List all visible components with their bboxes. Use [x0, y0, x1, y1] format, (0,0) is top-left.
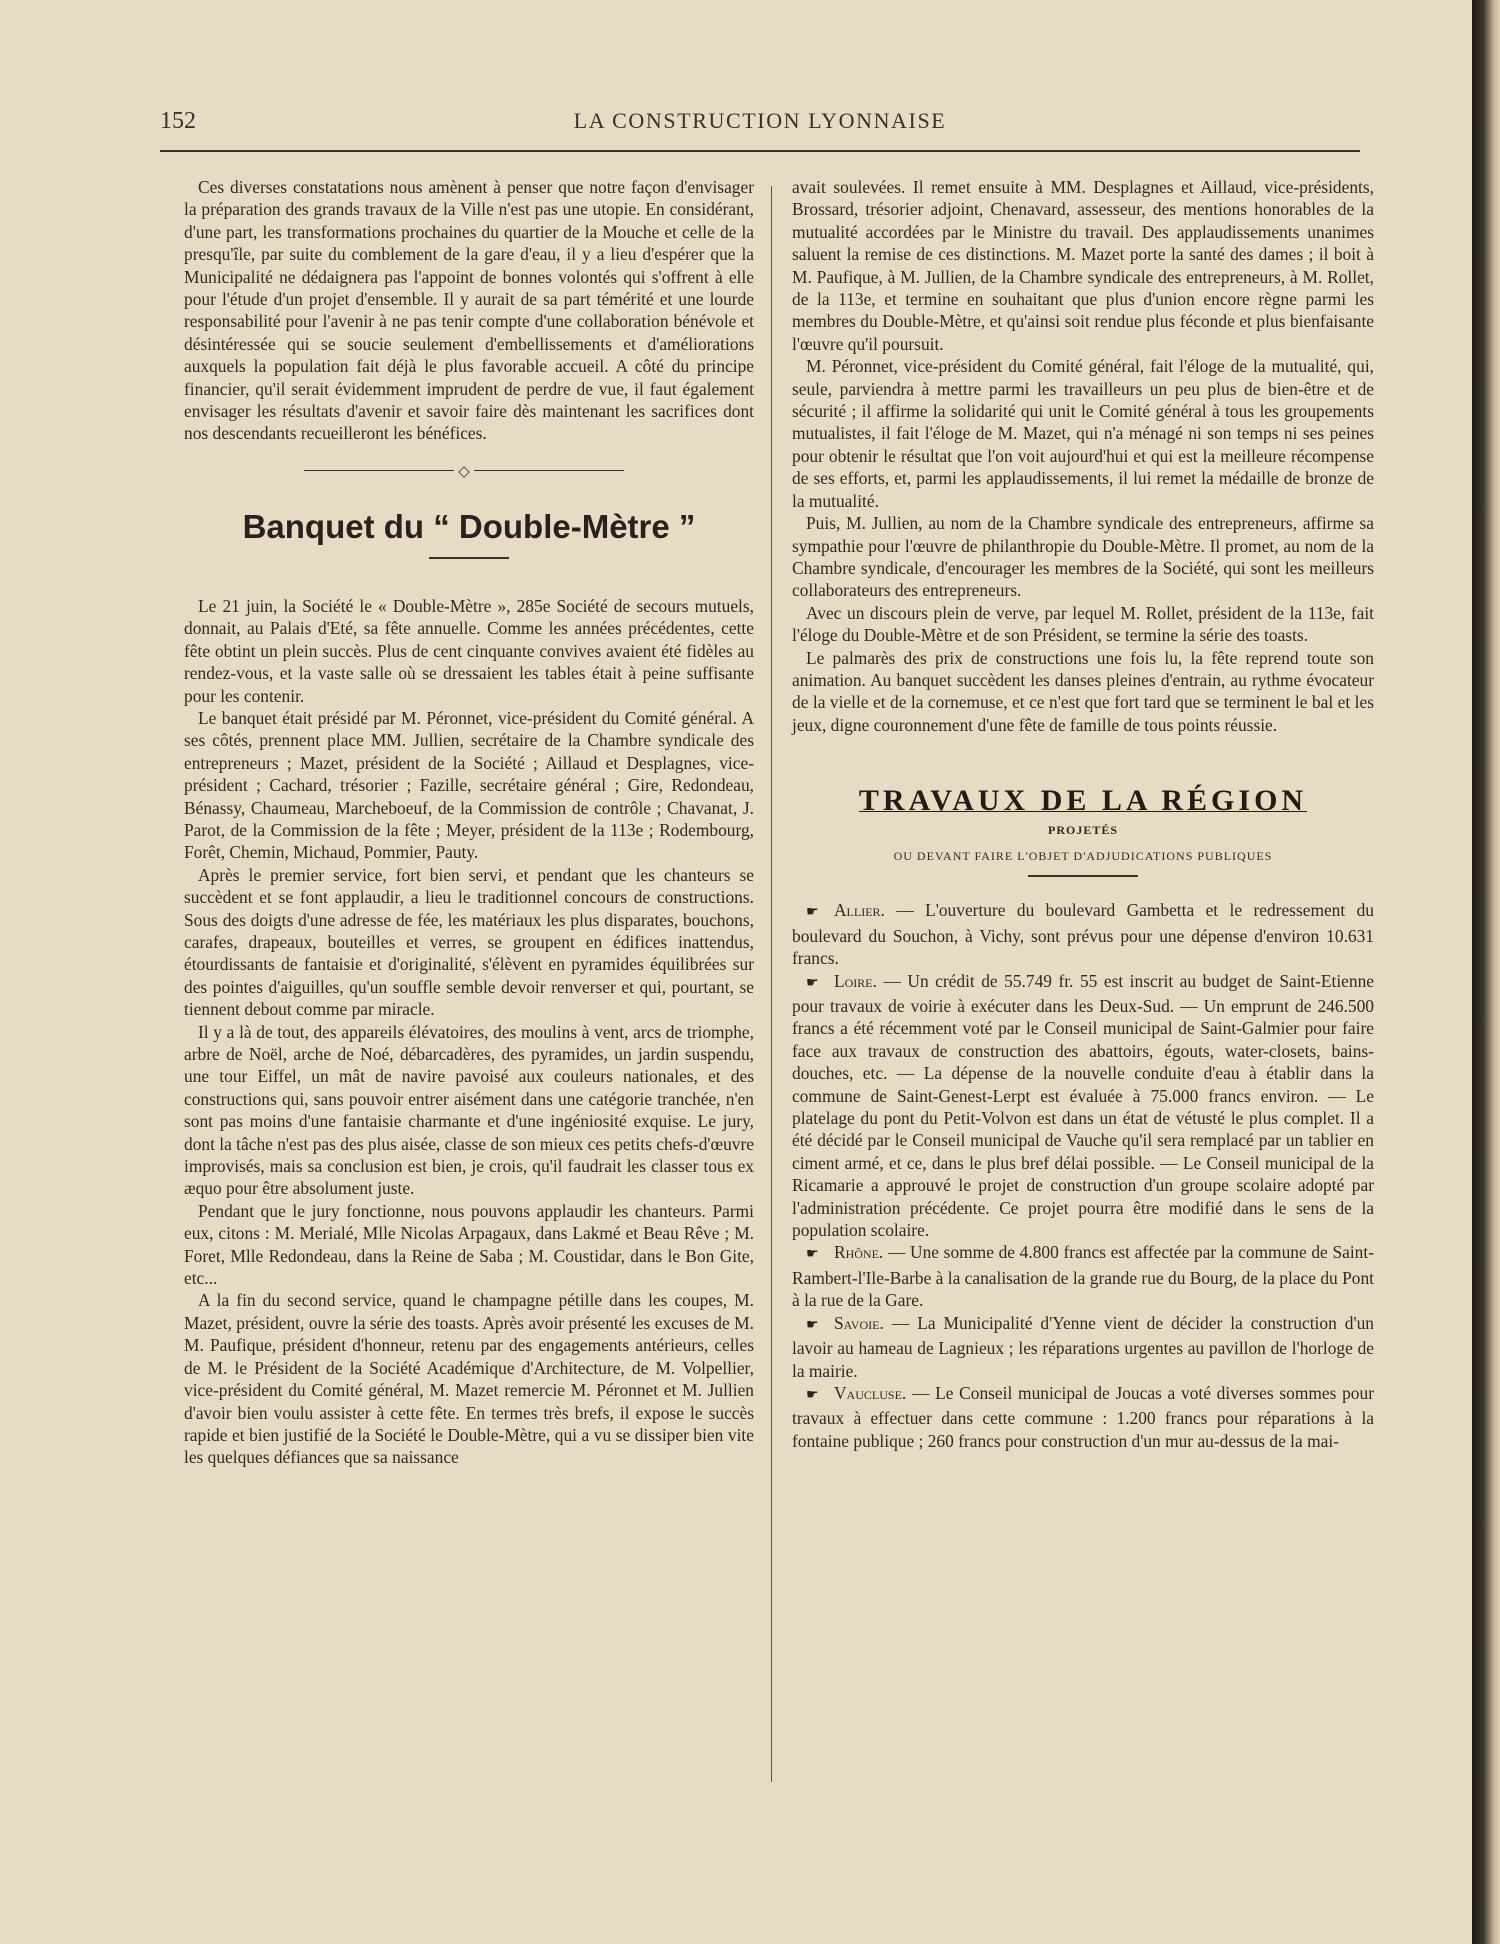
travaux-item [792, 970, 1374, 1242]
travaux-item [792, 1382, 1374, 1452]
department-name: Vaucluse. [834, 1382, 907, 1403]
running-title: LA CONSTRUCTION LYONNAISE [573, 108, 947, 133]
page-header [160, 108, 1360, 144]
banquet-paragraph: Après le premier service, fort bien servi, et pendant que les chanteurs se succèdent et se font applaudir, a lieu le traditionnel concours de constructions. Sous des doigts d'une adresse de fée, les matériaux les plus disparates, bouchons, carafes, drapeaux, bouteilles et verres, se groupent en édifices inattendus, étourdissants de fantaisie et d'originalité, s'élèvent en pyramides équilibrées sur des pointes d'aiguilles, qu'un souffle semble devoir renverser et qui, pourtant, se tiennent debout comme par miracle. [184, 864, 754, 1020]
item-text: — Une somme de 4.800 francs est affectée par la commune de Saint-Rambert-l'Ile-Barbe à la canalisation de la grande rue du Bourg, de la place du Pont à la rue de la Gare. [792, 1242, 1374, 1311]
pointing-hand-icon: ☛ [806, 975, 819, 991]
travaux-item [792, 1312, 1374, 1382]
pointing-hand-icon: ☛ [806, 1247, 819, 1263]
banquet-paragraph: M. Péronnet, vice-président du Comité général, fait l'éloge de la mutualité, qui, seule, parviendra à mettre parmi les travailleurs un peu plus de bien-être et de sécurité ; il affirme la solidarité qui unit le Comité général à tous les groupements mutualistes, il fait l'éloge de M. Mazet, qui n'a ménagé ni son temps ni ses peines pour obtenir le résultat que l'on voit aujourd'hui et qui est la meilleure récompense de ses efforts, et, parmi les applaudissements, il lui remet la médaille de bronze de la mutualité. [792, 356, 1374, 511]
page-number: 152 [160, 108, 196, 134]
banquet-paragraph: Le palmarès des prix de constructions une fois lu, la fête reprend toute son animation. Au banquet succèdent les danses pleines d'entrain, au rythme évocateur de la vielle et de la cornemuse, et ce n'est que fort tard que se terminent le bal et les jeux, digne couronnement d'une fête de famille de tous points réussie. [792, 647, 1374, 735]
right-column [792, 176, 1374, 1452]
ornament-diamond-icon: ◇ [454, 461, 474, 483]
travaux-item [792, 1241, 1374, 1311]
title-rule [429, 557, 509, 559]
department-name: Allier. [834, 900, 885, 921]
travaux-subtitle-2: OU DEVANT FAIRE L'OBJET D'ADJUDICATIONS PUBLIQUES [893, 848, 1273, 863]
banquet-paragraph: Il y a là de tout, des appareils élévatoires, des moulins à vent, arcs de triomphe, arbre de Noël, arche de Noé, débarcadères, des pyramides, un jardin suspendu, une tour Eiffel, un mât de navire pavoisé aux couleurs nationales, et des constructions qui, sans pouvoir entrer aisément dans une catégorie tranchée, n'en sont pas moins d'une fantaisie charmante et d'une ingéniosité exquise. Le jury, dont la tâche n'est pas des plus aisée, classe de son mieux ces petits chefs-d'œuvre improvisés, mais sa conclusion est bien, je crois, qu'il faudrait les classer tous ex æquo pour être absolument juste. [184, 1021, 754, 1199]
banquet-paragraph: Le 21 juin, la Société le « Double-Mètre », 285e Société de secours mutuels, donnait, au Palais d'Eté, sa fête annuelle. Comme les années précédentes, cette fête obtint un plein succès. Plus de cent cinquante convives avaient été fidèles au rendez-vous, et la vaste salle où se dressaient les tables était à peine suffisante pour les contenir. [184, 595, 754, 706]
item-text: — La Municipalité d'Yenne vient de décider la construction d'un lavoir au hameau de Lagnieux ; les réparations urgentes au pavillon de l'horloge de la mairie. [792, 1312, 1374, 1381]
travaux-rule [1028, 875, 1138, 877]
item-text: — Le Conseil municipal de Joucas a voté diverses sommes pour travaux à effectuer dans cette commune : 1.200 francs pour réparations à la fontaine publique ; 260 francs pour construction d'un mur au-dessus de la mai- [792, 1382, 1374, 1451]
item-text: — Un crédit de 55.749 fr. 55 est inscrit au budget de Saint-Etienne pour travaux de voirie à exécuter dans les Deux-Sud. — Un emprunt de 246.500 francs a été récemment voté par le Conseil municipal de Saint-Galmier pour faire face aux travaux de construction des abattoirs, égouts, water-closets, bains-douches, etc. — La dépense de la nouvelle conduite d'eau à établir dans la commune de Saint-Genest-Lerpt est évaluée à 75.000 francs environ. — Le platelage du pont du Petit-Volvon est dans un état de vétusté le plus complet. Il a été décidé par le Conseil municipal de Vauche qu'il sera remplacé par un tablier en ciment armé, et ce, dans le plus bref délai possible. — Le Conseil municipal de la Ricamarie a approuvé le projet de construction d'un groupe scolaire adopté par l'administration précédente. Ce projet pourra être modifié dans le sens de la population scolaire. [792, 970, 1374, 1241]
department-name: Loire. [834, 970, 877, 991]
header-rule [160, 150, 1360, 152]
left-column [184, 176, 754, 1469]
pointing-hand-icon: ☛ [806, 1317, 819, 1333]
banquet-paragraph: Avec un discours plein de verve, par lequel M. Rollet, président de la 113e, fait l'éloge du Double-Mètre et de son Président, se termine la série des toasts. [792, 602, 1374, 646]
travaux-title: TRAVAUX DE LA RÉGION [858, 784, 1308, 818]
banquet-title: Banquet du “ Double-Mètre ” [242, 507, 696, 545]
pointing-hand-icon: ☛ [806, 1387, 819, 1403]
banquet-paragraph: Le banquet était présidé par M. Péronnet, vice-président du Comité général. A ses côtés, prennent place MM. Jullien, secrétaire de la Chambre syndicale des entrepreneurs ; Mazet, président de la Société ; Aillaud et Desplagnes, vice-président ; Cachard, trésorier ; Fazille, secrétaire général ; Gire, Redondeau, Bénassy, Chaumeau, Marcheboeuf, de la Commission de contrôle ; Chavanat, J. Parot, de la Commission de la fête ; Meyer, président de la 113e ; Rodembourg, Forêt, Chemin, Michaud, Pommier, Pauty. [184, 707, 754, 863]
section-ornament [184, 459, 754, 483]
banquet-paragraph: avait soulevées. Il remet ensuite à MM. Desplagnes et Aillaud, vice-présidents, Brossard, trésorier adjoint, Chenavard, assesseur, des mentions honorables de la mutualité accordées par le Ministre du travail. Des applaudissements unanimes saluent la remise de ces distinctions. M. Mazet porte la santé des dames ; il boit à M. Paufique, à M. Jullien, de la Chambre syndicale des entrepreneurs, à M. Rollet, de la 113e, et termine en souhaitant que plus d'union encore règne parmi les membres du Double-Mètre, et qu'ainsi soit rendue plus féconde et plus bienfaisante l'œuvre qu'il poursuit. [792, 177, 1374, 354]
banquet-paragraph: Pendant que le jury fonctionne, nous pouvons applaudir les chanteurs. Parmi eux, citons : M. Merialé, Mlle Nicolas Arpagaux, dans Lakmé et Beau Rêve ; M. Foret, Mlle Redondeau, dans la Reine de Saba ; M. Coustidar, dans le Bon Gite, etc... [184, 1200, 754, 1289]
pointing-hand-icon: ☛ [806, 905, 819, 921]
item-text: — L'ouverture du boulevard Gambetta et le redressement du boulevard du Souchon, à Vichy, sont prévus pour une dépense d'environ 10.631 francs. [792, 900, 1374, 969]
travaux-item [792, 899, 1374, 969]
column-divider [771, 186, 772, 1782]
travaux-subtitle: PROJETÉS [1047, 822, 1118, 837]
department-name: Rhône. [834, 1242, 884, 1263]
department-name: Savoie. [834, 1312, 884, 1333]
banquet-paragraph: Puis, M. Jullien, au nom de la Chambre syndicale des entrepreneurs, affirme sa sympathie pour l'œuvre de philanthropie du Double-Mètre. Il promet, au nom de la Chambre syndicale, d'encourager les membres de la Société, qui sont les meilleurs collaborateurs des entrepreneurs. [792, 513, 1374, 601]
book-spine-edge [1472, 0, 1500, 1944]
banquet-paragraph: A la fin du second service, quand le champagne pétille dans les coupes, M. Mazet, président, ouvre la série des toasts. Après avoir présenté les excuses de M. M. Paufique, président d'honneur, retenu par des engagements antérieurs, celles de M. le Président de la Société Académique d'Architecture, de M. Volpellier, vice-président du Comité général, M. Mazet remercie M. Péronnet et M. Jullien d'avoir bien voulu assister à cette fête. En termes très brefs, il expose le succès rapide et bien justifié de la Société le Double-Mètre, qui a vu se dissiper bien vite les quelques défiances que sa naissance [184, 1290, 754, 1468]
intro-paragraph: Ces diverses constatations nous amènent à penser que notre façon d'envisager la préparation des grands travaux de la Ville n'est pas une utopie. En considérant, d'une part, les transformations prochaines du quartier de la Mouche et celle de la presqu'île, par suite du comblement de la gare d'eau, il y a lieu d'espérer que la Municipalité ne dédaignera pas l'appoint de bonnes volontés qui s'offrent à elle pour l'étude d'un projet d'ensemble. Il y aurait de sa part témérité et une lourde responsabilité pour l'avenir à ne pas tenir compte d'une collaboration bénévole et désintéressée qui se soucie seulement d'embellissements et d'améliorations auxquels la population fait déjà le plus favorable accueil. A côté du principe financier, qu'il serait évidemment imprudent de perdre de vue, il faut également envisager les résultats d'avenir et savoir faire dès maintenant les sacrifices dont nos descendants recueilleront les bénéfices. [184, 177, 754, 444]
